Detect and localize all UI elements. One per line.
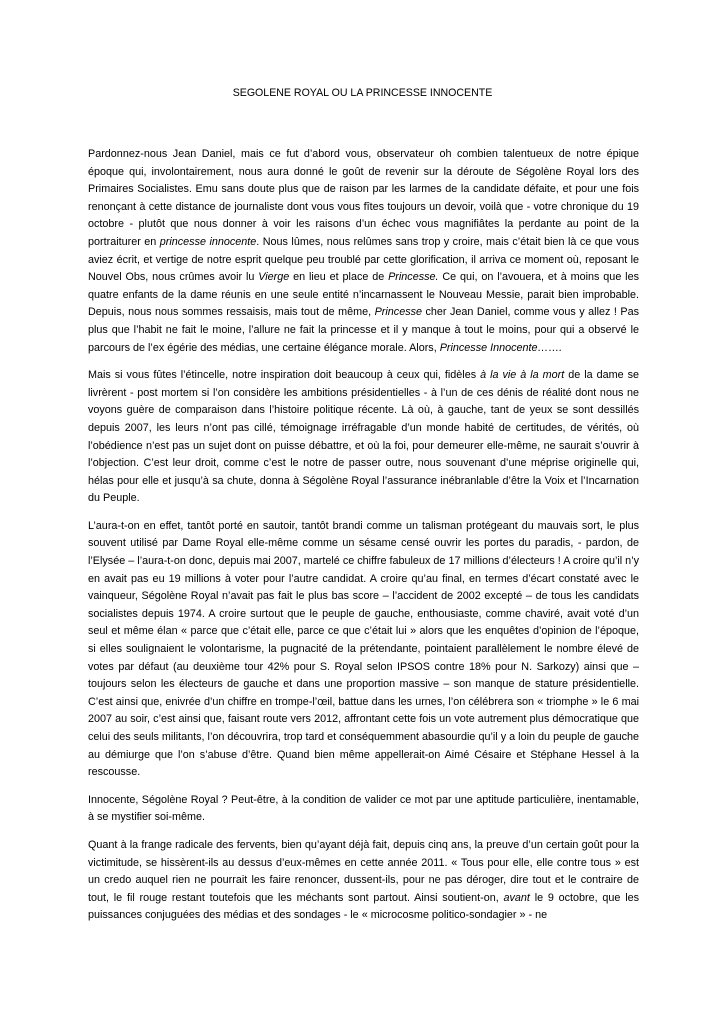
paragraph-text: en lieu et place de (289, 271, 389, 284)
document-body (88, 146, 639, 925)
italic-text: Princesse (374, 306, 422, 319)
paragraph (88, 367, 639, 508)
paragraph-text: Mais si vous fûtes l’étincelle, notre inspiration doit beaucoup à ceux qui, fidèles (88, 369, 481, 382)
paragraph-text: Innocente, Ségolène Royal ? Peut-être, à la condition de valider ce mot par une aptitude particulière, inentamable, à se mystifier soi-même. (88, 793, 639, 824)
paragraph-text: Quant à la frange radicale des fervents, bien qu’ayant déjà fait, depuis cinq ans, la preuve d’un certain goût pour la victimitude, se hissèrent-ils au dessus d’eux-mêmes en cette année 2011. « Tous pour elle, elle contre tous » est un credo auquel rien ne pourrait les faire renoncer, dussent-ils, pour ne pas déroger, dire tout et le contraire de tout, le fil rouge restant toutefois que les méchants sont partout. Ainsi soutient-on, (88, 838, 639, 904)
document-title: SEGOLENE ROYAL OU LA PRINCESSE INNOCENTE (232, 87, 493, 99)
paragraph-text: le 9 octobre, que les puissances conjuguées des médias et des sondages - le « microcosme politico-sondagier » - ne (88, 891, 639, 922)
italic-text: princesse innocente (159, 235, 257, 248)
paragraph-text: de la dame se livrèrent - post mortem si l’on considère les ambitions présidentielles - à l’un de ces dénis de réalité dont nous ne voyons guère de comparaison dans l’histoire politique récente. Là où, à gauche, tant de yeux se sont dessillés depuis 2007, les leurs n’ont pas cillé, témoignage irréfragable d’un monde habité de certitudes, de vérités, où l’obédience n’est pas un sujet dont on puisse débattre, et où la foi, pour demeurer elle-même, ne saurait s’ouvrir à l’objection. C’est leur droit, comme c’est le notre de passer outre, nous souvenant d’une méprise originelle qui, hélas pour elle et jusqu’à sa chute, donna à Ségolène Royal l’assurance inébranlable d’être la Voix et l’Incarnation du Peuple. (88, 369, 639, 505)
paragraph-text: . Nous lûmes, nous relûmes sans trop y croire, mais c’était bien là ce que vous aviez écrit, et vertige de notre esprit quelque peu troublé par cette glorification, il arriva ce moment où, reposant le Nouvel Obs, nous crûmes avoir lu (88, 235, 639, 284)
paragraph-text: cher Jean Daniel, comme vous y allez ! Pas plus que l’habit ne fait le moine, l’allure ne fait la princesse et il y manque à tout le moins, pour qui a observé le parcours de l’ex égérie des médias, une certaine élégance morale. Alors, (88, 306, 639, 354)
paragraph-text: L’aura-t-on en effet, tantôt porté en sautoir, tantôt brandi comme un talisman protégeant du mauvais sort, le plus souvent utilisé par Dame Royal elle-même comme un sésame censé ouvrir les portes du paradis, - pardon, de l’Elysée – l’aura-t-on donc, depuis mai 2007, martelé ce chiffre fabuleux de 17 millions d’électeurs ! A croire qu’il n’y en avait pas eu 19 millions à voter pour l’autre candidat. A croire qu’au final, en termes d’écart constaté avec le vainqueur, Ségolène Royal n’avait pas fait le plus bas score – l’accident de 2002 excepté – de tous les candidats socialistes depuis 1974. A croire surtout que le peuple de gauche, enthousiaste, comme chaviré, avait voté d’un seul et même élan « parce que c’était elle, parce ce que c’était lui » alors que les enquêtes d’opinion de l’époque, si elles soulignaient le volontarisme, la pugnacité de la prétendante, pointaient parallèlement le nombre élevé de votes par défaut (au deuxième tour 42% pour S. Royal selon IPSOS contre 18% pour N. Sarkozy) ainsi que –toujours selon les électeurs de gauche et dans une proportion massive – son manque de stature présidentielle. C’est ainsi que, enivrée d’un chiffre en trompe-l’œil, battue dans les urnes, l’on célébrera son « triomphe » le 6 mai 2007 au soir, c’est ainsi que, faisant route vers 2012, affrontant cette fois un vote autrement plus démocratique que celui des seuls militants, l’on découvrira, trop tard et conséquemment abasourdie qu’il y a loin du peuple de gauche au démiurge que l’on s’abuse d’être. Quand bien même appellerait-on Aimé Césaire et Stéphane Hessel à la rescousse. (88, 519, 639, 779)
paragraph (88, 792, 639, 827)
paragraph-text: Pardonnez-nous Jean Daniel, mais ce fut d’abord vous, observateur oh combien talentueux de notre épique époque qui, involontairement, nous aura donné le goût de revenir sur la déroute de Ségolène Royal lors des Primaires Socialistes. Emu sans doute plus que de raison par les larmes de la candidate défaite, et pour une fois renonçant à cette distance de journaliste dont vous vous fîtes toujours un devoir, voilà que - votre chronique du 19 octobre - plutôt que nous donner à voir les raisons d’un échec vous magnifiâtes la perdante au point de la portraiturer en (88, 148, 639, 248)
paragraph-text: Ce qui, on l’avouera, et à moins que les quatre enfants de la dame réunis en une seule entité n’incarnassent le Nouveau Messie, parait bien improbable. Depuis, nous nous sommes ressaisis, mais tout de même, (88, 271, 639, 319)
italic-text: à la vie à la mort (480, 369, 565, 382)
paragraph (88, 518, 639, 782)
paragraph (88, 837, 639, 925)
italic-text: Vierge (258, 271, 290, 284)
paragraph (88, 146, 639, 357)
italic-text: avant (503, 891, 530, 904)
italic-text: Princesse Innocente……. (439, 341, 563, 354)
italic-text: Princesse. (388, 271, 439, 284)
